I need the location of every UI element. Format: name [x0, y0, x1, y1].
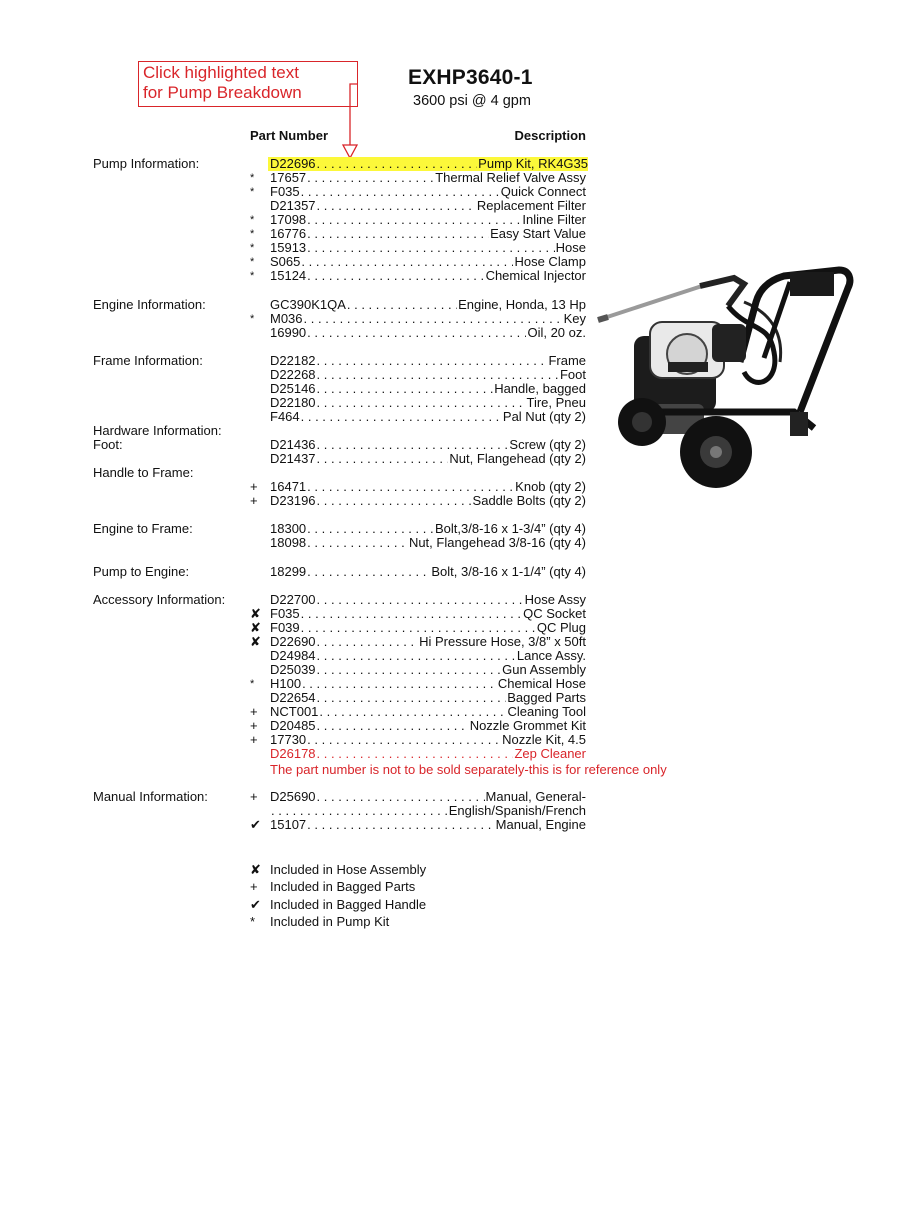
part-number: D21357: [270, 198, 316, 213]
part-entry: [270, 396, 586, 410]
part-mark: *: [250, 678, 255, 690]
pump-kit-link[interactable]: [268, 157, 588, 171]
part-entry: [270, 480, 586, 494]
leader-dots: [317, 368, 559, 382]
leader-dots: [317, 593, 524, 607]
part-number: 15124: [270, 268, 307, 283]
part-description: Manual, General-: [485, 789, 586, 804]
part-mark: +: [250, 718, 258, 733]
part-description: Handle, bagged: [494, 381, 586, 396]
leader-dots: [317, 382, 494, 396]
section-foot-label: Foot:: [93, 437, 123, 452]
leader-dots: [307, 213, 521, 227]
part-number: 18300: [270, 521, 307, 536]
description-header: Description: [514, 128, 586, 143]
leader-dots: [317, 691, 507, 705]
leader-dots: [317, 649, 516, 663]
legend-mark: ✘: [250, 862, 261, 877]
part-entry: [270, 804, 586, 818]
part-mark: *: [250, 172, 255, 184]
section-accessory-label: Accessory Information:: [93, 592, 226, 607]
part-entry: [270, 199, 586, 213]
part-number: D22700: [270, 592, 316, 607]
part-description: Knob (qty 2): [515, 479, 586, 494]
part-number: D25146: [270, 381, 316, 396]
part-description: Oil, 20 oz.: [527, 325, 586, 340]
part-number: F039: [270, 620, 300, 635]
leader-dots: [307, 241, 554, 255]
leader-dots: [347, 298, 457, 312]
part-mark: *: [250, 228, 255, 240]
leader-dots: [317, 790, 485, 804]
part-entry: [270, 185, 586, 199]
part-entry: [270, 607, 586, 621]
part-number: 18299: [270, 564, 307, 579]
part-entry: [270, 171, 586, 185]
part-number: 18098: [270, 535, 307, 550]
part-description: Bagged Parts: [507, 690, 586, 705]
part-number: 16471: [270, 479, 307, 494]
part-description: Bolt,3/8-16 x 1-3/4” (qty 4): [434, 521, 586, 536]
part-number: 17098: [270, 212, 307, 227]
leader-dots: [307, 227, 489, 241]
leader-dots: [307, 818, 495, 832]
section-engine-label: Engine Information:: [93, 297, 206, 312]
section-manual-label: Manual Information:: [93, 789, 208, 804]
part-number: S065: [270, 254, 301, 269]
leader-dots: [307, 536, 408, 550]
leader-dots: [301, 621, 536, 635]
part-description: Hose: [555, 240, 586, 255]
part-mark: ✘: [250, 606, 261, 621]
leader-dots: [307, 565, 430, 579]
part-entry: [270, 691, 586, 705]
part-entry: [270, 565, 586, 579]
part-entry: [270, 326, 586, 340]
part-mark: ✔: [250, 817, 261, 832]
part-entry: [270, 593, 586, 607]
part-number: 17730: [270, 732, 307, 747]
section-pump-to-engine-label: Pump to Engine:: [93, 564, 190, 579]
part-number: D23196: [270, 493, 316, 508]
leader-dots: [302, 677, 497, 691]
part-entry: [270, 213, 586, 227]
part-entry: [270, 663, 586, 677]
legend-text: Included in Hose Assembly: [270, 862, 427, 877]
leader-dots: [317, 663, 502, 677]
part-number: GC390K1QA: [270, 297, 346, 312]
part-number: NCT001: [270, 704, 319, 719]
callout-line-2: for Pump Breakdown: [143, 83, 302, 102]
legend-mark: ✔: [250, 897, 261, 912]
part-description: Nozzle Grommet Kit: [469, 718, 586, 733]
part-description: Quick Connect: [500, 184, 586, 199]
part-entry: [270, 790, 586, 804]
part-description: Hi Pressure Hose, 3/8” x 50ft: [419, 634, 586, 649]
part-description: Gun Assembly: [502, 662, 586, 677]
leader-dots: [317, 452, 449, 466]
part-number: D22182: [270, 353, 316, 368]
part-mark: *: [250, 256, 255, 268]
leader-dots: [317, 199, 476, 213]
part-entry: [270, 677, 586, 691]
part-entry: [270, 649, 586, 663]
part-description: Easy Start Value: [490, 226, 586, 241]
part-entry: [270, 621, 586, 635]
part-description: Pal Nut (qty 2): [502, 409, 586, 424]
part-description: Tire, Pneu: [526, 395, 586, 410]
part-entry: [270, 635, 586, 649]
model-subtitle: 3600 psi @ 4 gpm: [413, 93, 531, 109]
legend-text: Included in Pump Kit: [270, 914, 390, 929]
legend-mark: +: [250, 879, 258, 894]
part-description: Hose Clamp: [514, 254, 586, 269]
part-entry: [270, 312, 586, 326]
part-description: Chemical Injector: [485, 268, 586, 283]
part-number: D22268: [270, 367, 316, 382]
leader-dots: [307, 480, 514, 494]
part-entry: [270, 522, 586, 536]
part-description: Key: [563, 311, 586, 326]
part-entry: [270, 747, 586, 761]
part-mark: ✘: [250, 620, 261, 635]
part-entry: [270, 368, 586, 382]
part-number: H100: [270, 676, 302, 691]
part-description: QC Plug: [536, 620, 586, 635]
part-number: D25690: [270, 789, 316, 804]
part-number: D21436: [270, 437, 316, 452]
part-description: Screw (qty 2): [509, 437, 586, 452]
leader-dots: [317, 396, 526, 410]
pressure-washer-image: [594, 262, 864, 492]
part-description: English/Spanish/French: [448, 803, 586, 818]
part-entry: [270, 494, 586, 508]
part-description: Nozzle Kit, 4.5: [502, 732, 586, 747]
part-number: 16776: [270, 226, 307, 241]
part-number: D22654: [270, 690, 316, 705]
part-description: Hose Assy: [524, 592, 586, 607]
part-mark: +: [250, 479, 258, 494]
part-entry: [270, 410, 586, 424]
part-description: Thermal Relief Valve Assy: [435, 170, 586, 185]
model-title: EXHP3640-1: [408, 66, 533, 89]
part-entry: [270, 382, 586, 396]
part-entry: [270, 227, 586, 241]
legend-mark: *: [250, 914, 256, 929]
part-entry: [270, 438, 586, 452]
leader-dots: [271, 804, 448, 818]
leader-dots: [307, 733, 501, 747]
part-description: Engine, Honda, 13 Hp: [458, 297, 586, 312]
part-description: Nut, Flangehead 3/8-16 (qty 4): [408, 535, 586, 550]
part-mark: *: [250, 270, 255, 282]
part-description: Manual, Engine: [495, 817, 586, 832]
part-description: Nut, Flangehead (qty 2): [449, 451, 586, 466]
section-handle-to-frame-label: Handle to Frame:: [93, 465, 194, 480]
section-hardware-label: Hardware Information:: [93, 423, 222, 438]
section-pump-label: Pump Information:: [93, 156, 200, 171]
leader-dots: [317, 719, 469, 733]
leader-dots: [301, 410, 502, 424]
part-number: F035: [270, 606, 300, 621]
leader-dots: [301, 607, 523, 621]
part-number: 15107: [270, 817, 307, 832]
leader-dots: [304, 312, 563, 326]
part-description: Replacement Filter: [476, 198, 586, 213]
part-number: D22180: [270, 395, 316, 410]
leader-dots: [307, 269, 484, 283]
leader-dots: [317, 157, 478, 171]
part-number: D22696: [270, 156, 316, 171]
part-mark: +: [250, 789, 258, 804]
part-entry: [270, 719, 586, 733]
part-mark: *: [250, 214, 255, 226]
part-mark: *: [250, 313, 255, 325]
leader-dots: [317, 747, 514, 761]
part-number: D25039: [270, 662, 316, 677]
section-engine-to-frame-label: Engine to Frame:: [93, 521, 193, 536]
reference-only-note: The part number is not to be sold separately-this is for reference only: [270, 762, 667, 777]
part-description: Pump Kit, RK4G35: [478, 156, 588, 171]
part-mark: *: [250, 186, 255, 198]
leader-dots: [317, 494, 472, 508]
legend-text: Included in Bagged Handle: [270, 897, 427, 912]
callout-line-1: Click highlighted text: [143, 63, 299, 82]
leader-dots: [301, 255, 513, 269]
part-number: D20485: [270, 718, 316, 733]
part-number: D22690: [270, 634, 316, 649]
part-number: F464: [270, 409, 300, 424]
part-description: Foot: [559, 367, 586, 382]
legend-text: Included in Bagged Parts: [270, 879, 416, 894]
part-description: Bolt, 3/8-16 x 1-1/4” (qty 4): [431, 564, 586, 579]
part-mark: ✘: [250, 634, 261, 649]
part-entry: [270, 452, 586, 466]
part-entry: [270, 241, 586, 255]
part-number: F035: [270, 184, 300, 199]
part-description: Lance Assy.: [516, 648, 586, 663]
part-entry: [270, 536, 586, 550]
part-description: Cleaning Tool: [507, 704, 586, 719]
part-mark: *: [250, 242, 255, 254]
leader-dots: [317, 635, 419, 649]
leader-dots: [301, 185, 500, 199]
part-mark: +: [250, 704, 258, 719]
leader-dots: [317, 354, 548, 368]
part-number: 16990: [270, 325, 307, 340]
part-mark: +: [250, 732, 258, 747]
leader-dots: [307, 171, 434, 185]
part-description: Saddle Bolts (qty 2): [472, 493, 586, 508]
part-description: Frame: [548, 353, 586, 368]
part-number: 15913: [270, 240, 307, 255]
part-entry: [270, 705, 586, 719]
part-entry: [270, 733, 586, 747]
leader-dots: [307, 522, 434, 536]
part-entry: [270, 354, 586, 368]
part-number-header: Part Number: [250, 128, 329, 143]
section-frame-label: Frame Information:: [93, 353, 203, 368]
leader-dots: [307, 326, 526, 340]
leader-dots: [317, 438, 509, 452]
part-number: 17657: [270, 170, 307, 185]
part-description: Inline Filter: [522, 212, 586, 227]
part-number: D21437: [270, 451, 316, 466]
leader-dots: [319, 705, 506, 719]
part-mark: +: [250, 493, 258, 508]
part-entry: [270, 269, 586, 283]
part-number: D24984: [270, 648, 316, 663]
part-description: QC Socket: [523, 606, 586, 621]
part-description: Chemical Hose: [497, 676, 586, 691]
part-entry: [270, 298, 586, 312]
part-description: Zep Cleaner: [514, 746, 586, 761]
part-entry: [270, 818, 586, 832]
part-number: D26178: [270, 746, 316, 761]
part-entry: [270, 255, 586, 269]
part-number: M036: [270, 311, 303, 326]
